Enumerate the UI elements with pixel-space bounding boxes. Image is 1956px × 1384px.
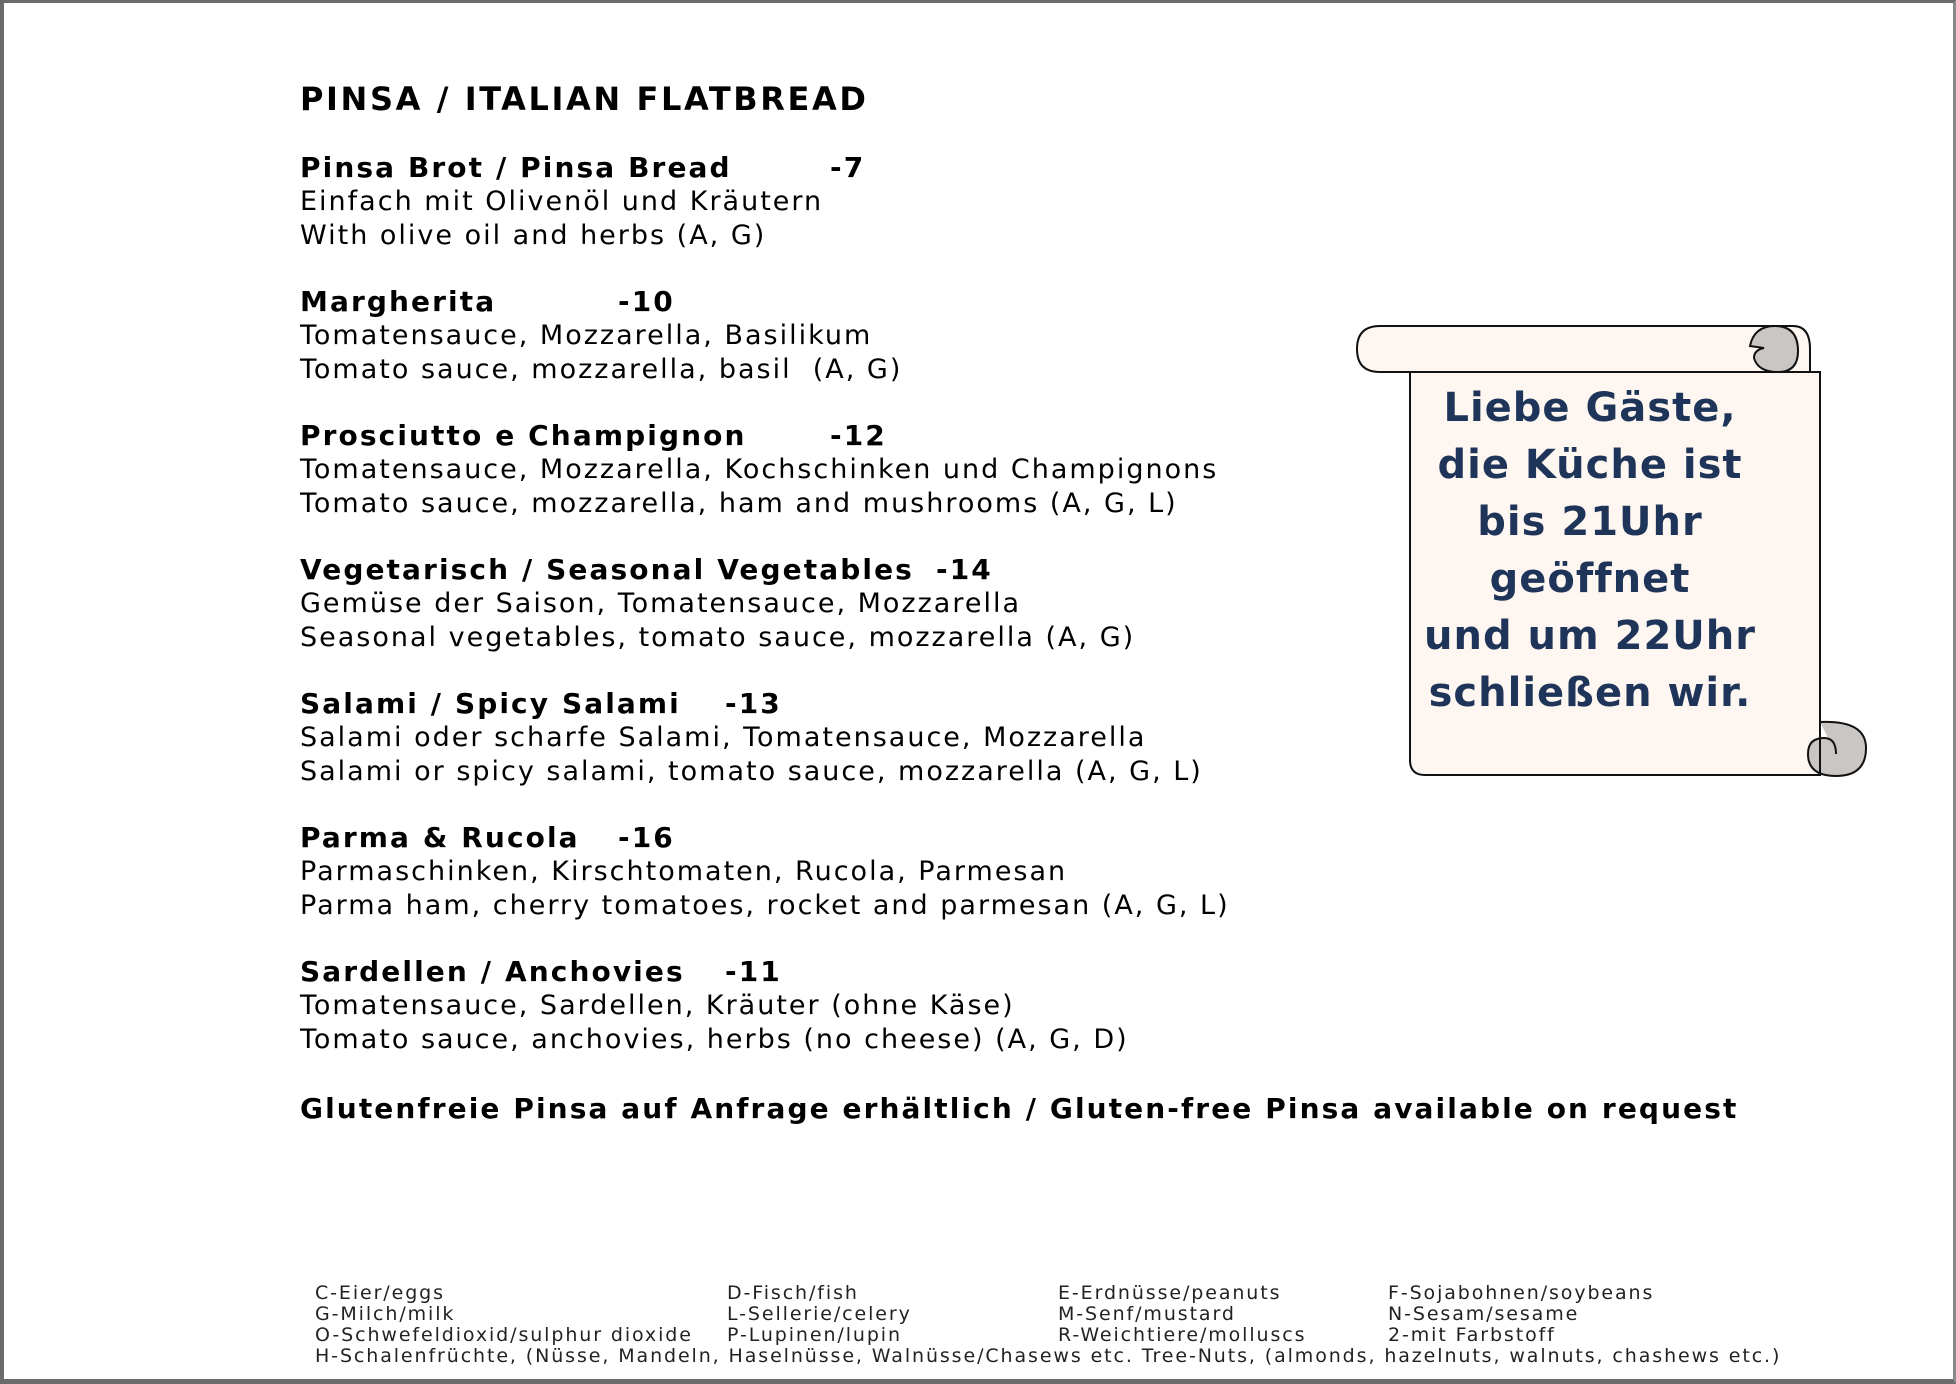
- item-name: Margherita: [300, 285, 497, 318]
- gluten-free-note: Glutenfreie Pinsa auf Anfrage erhältlich / Gluten-free Pinsa available on request: [300, 1092, 1739, 1125]
- item-description-en: Tomato sauce, mozzarella, basil (A, G): [300, 354, 903, 385]
- allergen-entry: O-Schwefeldioxid/sulphur dioxide: [315, 1324, 693, 1346]
- allergen-entry: N-Sesam/sesame: [1388, 1303, 1580, 1325]
- item-name: Sardellen / Anchovies: [300, 955, 685, 988]
- allergen-entry: F-Sojabohnen/soybeans: [1388, 1282, 1655, 1304]
- menu-item: [300, 151, 1800, 285]
- allergen-entry: M-Senf/mustard: [1058, 1303, 1236, 1325]
- kitchen-hours-notice: [1410, 380, 1770, 722]
- item-price: -7: [830, 151, 866, 184]
- page-title: PINSA / ITALIAN FLATBREAD: [300, 80, 869, 118]
- item-description-de: Parmaschinken, Kirschtomaten, Rucola, Parmesan: [300, 856, 1068, 887]
- item-description-de: Einfach mit Olivenöl und Kräutern: [300, 186, 824, 217]
- item-description-en: Salami or spicy salami, tomato sauce, mozzarella (A, G, L): [300, 756, 1203, 787]
- item-price: -12: [830, 419, 887, 452]
- item-name: Prosciutto e Champignon: [300, 419, 747, 452]
- item-name: Salami / Spicy Salami: [300, 687, 681, 720]
- notice-line: schließen wir.: [1428, 670, 1752, 716]
- item-description-en: Seasonal vegetables, tomato sauce, mozzarella (A, G): [300, 622, 1136, 653]
- item-price: -11: [725, 955, 782, 988]
- allergen-entry: L-Sellerie/celery: [727, 1303, 912, 1325]
- menu-item: [300, 821, 1800, 955]
- notice-line: die Küche ist: [1437, 442, 1743, 488]
- item-name: Vegetarisch / Seasonal Vegetables: [300, 553, 914, 586]
- item-description-en: Parma ham, cherry tomatoes, rocket and parmesan (A, G, L): [300, 890, 1230, 921]
- allergen-entry: D-Fisch/fish: [727, 1282, 859, 1304]
- item-description-de: Tomatensauce, Sardellen, Kräuter (ohne Käse): [300, 990, 1015, 1021]
- item-description-en: With olive oil and herbs (A, G): [300, 220, 767, 251]
- item-description-de: Tomatensauce, Mozzarella, Basilikum: [300, 320, 873, 351]
- item-price: -16: [618, 821, 675, 854]
- item-description-en: Tomato sauce, mozzarella, ham and mushrooms (A, G, L): [300, 488, 1178, 519]
- menu-item: [300, 955, 1800, 1089]
- item-price: -13: [725, 687, 782, 720]
- notice-line: bis 21Uhr: [1477, 499, 1703, 545]
- item-description-de: Salami oder scharfe Salami, Tomatensauce, Mozzarella: [300, 722, 1147, 753]
- allergen-entry: R-Weichtiere/molluscs: [1058, 1324, 1307, 1346]
- item-description-en: Tomato sauce, anchovies, herbs (no cheese) (A, G, D): [300, 1024, 1129, 1055]
- notice-line: Liebe Gäste,: [1443, 385, 1737, 431]
- allergen-entry: H-Schalenfrüchte, (Nüsse, Mandeln, Haselnüsse, Walnüsse/Chasews etc. Tree-Nuts, (almonds, hazelnuts, walnuts, chashews etc.): [315, 1345, 1782, 1367]
- item-price: -10: [618, 285, 675, 318]
- item-name: Parma & Rucola: [300, 821, 580, 854]
- item-description-de: Tomatensauce, Mozzarella, Kochschinken und Champignons: [300, 454, 1219, 485]
- allergen-entry: P-Lupinen/lupin: [727, 1324, 902, 1346]
- item-price: -14: [936, 553, 993, 586]
- allergen-entry: C-Eier/eggs: [315, 1282, 445, 1304]
- item-name: Pinsa Brot / Pinsa Bread: [300, 151, 732, 184]
- item-description-de: Gemüse der Saison, Tomatensauce, Mozzarella: [300, 588, 1021, 619]
- notice-line: geöffnet: [1489, 556, 1691, 602]
- allergen-entry: 2-mit Farbstoff: [1388, 1324, 1556, 1346]
- notice-line: und um 22Uhr: [1424, 613, 1756, 659]
- allergen-entry: G-Milch/milk: [315, 1303, 456, 1325]
- notice-scroll: [1350, 310, 1870, 790]
- allergen-entry: E-Erdnüsse/peanuts: [1058, 1282, 1282, 1304]
